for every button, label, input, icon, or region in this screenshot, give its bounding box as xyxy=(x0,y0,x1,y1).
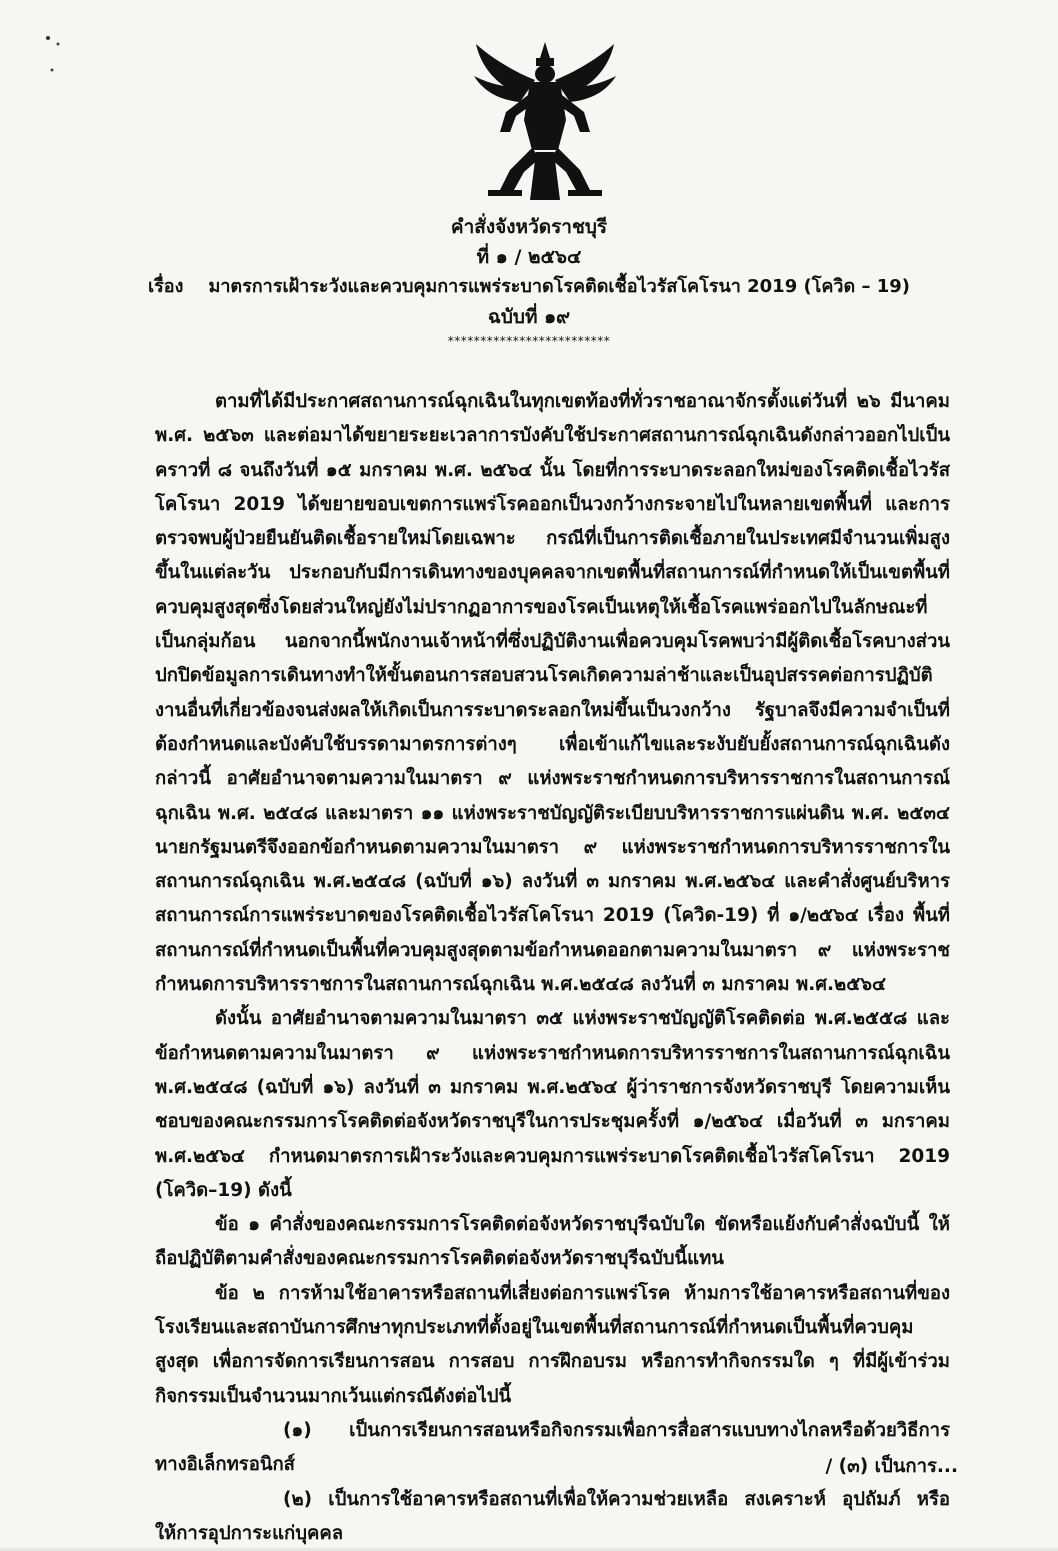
order-subject xyxy=(0,272,1058,302)
order-number: ที่ ๑ / ๒๕๖๔ xyxy=(0,242,1058,272)
garuda-emblem-icon xyxy=(470,40,620,205)
paragraph-authority: ดังนั้น อาศัยอำนาจตามความในมาตรา ๓๕ แห่งพระราชบัญญัติโรคติดต่อ พ.ศ.๒๕๕๘ และข้อกำหนดตามความในมาตรา ๙ แห่งพระราชกำหนดการบริหารราชการในสถานการณ์ฉุกเฉิน พ.ศ.๒๕๔๘ (ฉบับที่ ๑๖) ลงวันที่ ๓ มกราคม พ.ศ.๒๕๖๔ ผู้ว่าราชการจังหวัดราชบุรี โดยความเห็นชอบของคณะกรรมการโรคติดต่อจังหวัดราชบุรีในการประชุมครั้งที่ ๑/๒๕๖๔ เมื่อวันที่ ๓ มกราคม พ.ศ.๒๕๖๔ กำหนดมาตรการเฝ้าระวังและควบคุมการแพร่ระบาดโรคติดเชื้อไวรัสโคโรนา 2019 (โควิด–19) ดังนี้ xyxy=(155,1002,950,1208)
paragraph-preamble: ตามที่ได้มีประกาศสถานการณ์ฉุกเฉินในทุกเขตท้องที่ทั่วราชอาณาจักรตั้งแต่วันที่ ๒๖ มีนาคม พ.ศ. ๒๕๖๓ และต่อมาได้ขยายระยะเวลาการบังคับใช้ประกาศสถานการณ์ฉุกเฉินดังกล่าวออกไปเป็นคราวที่ ๘ จนถึงวันที่ ๑๕ มกราคม พ.ศ. ๒๕๖๔ นั้น โดยที่การระบาดระลอกใหม่ของโรคติดเชื้อไวรัสโคโรนา 2019 ได้ขยายขอบเขตการแพร่โรคออกเป็นวงกว้างกระจายไปในหลายเขตพื้นที่ และการตรวจพบผู้ป่วยยืนยันติดเชื้อรายใหม่โดยเฉพาะ กรณีที่เป็นการติดเชื้อภายในประเทศมีจำนวนเพิ่มสูงขึ้นในแต่ละวัน ประกอบกับมีการเดินทางของบุคคลจากเขตพื้นที่สถานการณ์ที่กำหนดให้เป็นเขตพื้นที่ควบคุมสูงสุดซึ่งโดยส่วนใหญ่ยังไม่ปรากฏอาการของโรคเป็นเหตุให้เชื้อโรคแพร่ออกไปในลักษณะที่เป็นกลุ่มก้อน นอกจากนี้พนักงานเจ้าหน้าที่ซึ่งปฏิบัติงานเพื่อควบคุมโรคพบว่ามีผู้ติดเชื้อโรคบางส่วนปกปิดข้อมูลการเดินทางทำให้ขั้นตอนการสอบสวนโรคเกิดความล่าช้าและเป็นอุปสรรคต่อการปฏิบัติงานอื่นที่เกี่ยวข้องจนส่งผลให้เกิดเป็นการระบาดระลอกใหม่ขึ้นเป็นวงกว้าง รัฐบาลจึงมีความจำเป็นที่ต้องกำหนดและบังคับใช้บรรดามาตรการต่างๆ เพื่อเข้าแก้ไขและระงับยับยั้งสถานการณ์ฉุกเฉินดังกล่าวนี้ อาศัยอำนาจตามความในมาตรา ๙ แห่งพระราชกำหนดการบริหารราชการในสถานการณ์ฉุกเฉิน พ.ศ. ๒๕๔๘ และมาตรา ๑๑ แห่งพระราชบัญญัติระเบียบบริหารราชการแผ่นดิน พ.ศ. ๒๕๓๔ นายกรัฐมนตรีจึงออกข้อกำหนดตามความในมาตรา ๙ แห่งพระราชกำหนดการบริหารราชการในสถานการณ์ฉุกเฉิน พ.ศ.๒๕๔๘ (ฉบับที่ ๑๖) ลงวันที่ ๓ มกราคม พ.ศ.๒๕๖๔ และคำสั่งศูนย์บริหารสถานการณ์การแพร่ระบาดของโรคติดเชื้อไวรัสโคโรนา 2019 (โควิด-19) ที่ ๑/๒๕๖๔ เรื่อง พื้นที่สถานการณ์ที่กำหนดเป็นพื้นที่ควบคุมสูงสุดตามข้อกำหนดออกตามความในมาตรา ๙ แห่งพระราชกำหนดการบริหารราชการในสถานการณ์ฉุกเฉิน พ.ศ.๒๕๔๘ ลงวันที่ ๓ มกราคม พ.ศ.๒๕๖๔ xyxy=(155,385,950,1002)
order-body xyxy=(155,385,950,1551)
edition-number: ฉบับที่ ๑๙ xyxy=(0,302,1058,332)
separator-stars: ************************* xyxy=(0,332,1058,350)
subject-text: มาตรการเฝ้าระวังและควบคุมการแพร่ระบาดโรคติดเชื้อไวรัสโคโรนา 2019 (โควิด – 19) xyxy=(208,276,910,297)
continuation-marker: / (๓) เป็นการ... xyxy=(825,1452,958,1481)
scan-specks xyxy=(40,30,70,80)
subitem-2: (๒) เป็นการใช้อาคารหรือสถานที่เพื่อให้ความช่วยเหลือ สงเคราะห์ อุปถัมภ์ หรือ ให้การอุปการะแก่บุคคล xyxy=(155,1483,950,1551)
order-header xyxy=(0,212,1058,350)
paragraph-clause-2: ข้อ ๒ การห้ามใช้อาคารหรือสถานที่เสี่ยงต่อการแพร่โรค ห้ามการใช้อาคารหรือสถานที่ของโรงเรียนและสถาบันการศึกษาทุกประเภทที่ตั้งอยู่ในเขตพื้นที่สถานการณ์ที่กำหนดเป็นพื้นที่ควบคุมสูงสุด เพื่อการจัดการเรียนการสอน การสอบ การฝึกอบรม หรือการทำกิจกรรมใด ๆ ที่มีผู้เข้าร่วมกิจกรรมเป็นจำนวนมากเว้นแต่กรณีดังต่อไปนี้ xyxy=(155,1277,950,1414)
subject-label: เรื่อง xyxy=(148,276,183,297)
subitem-1: (๑) เป็นการเรียนการสอนหรือกิจกรรมเพื่อการสื่อสารแบบทางไกลหรือด้วยวิธีการทางอิเล็กทรอนิกส์ xyxy=(155,1414,950,1483)
order-title: คำสั่งจังหวัดราชบุรี xyxy=(0,212,1058,242)
paragraph-clause-1: ข้อ ๑ คำสั่งของคณะกรรมการโรคติดต่อจังหวัดราชบุรีฉบับใด ขัดหรือแย้งกับคำสั่งฉบับนี้ ให้ถือปฏิบัติตามคำสั่งของคณะกรรมการโรคติดต่อจังหวัดราชบุรีฉบับนี้แทน xyxy=(155,1208,950,1277)
